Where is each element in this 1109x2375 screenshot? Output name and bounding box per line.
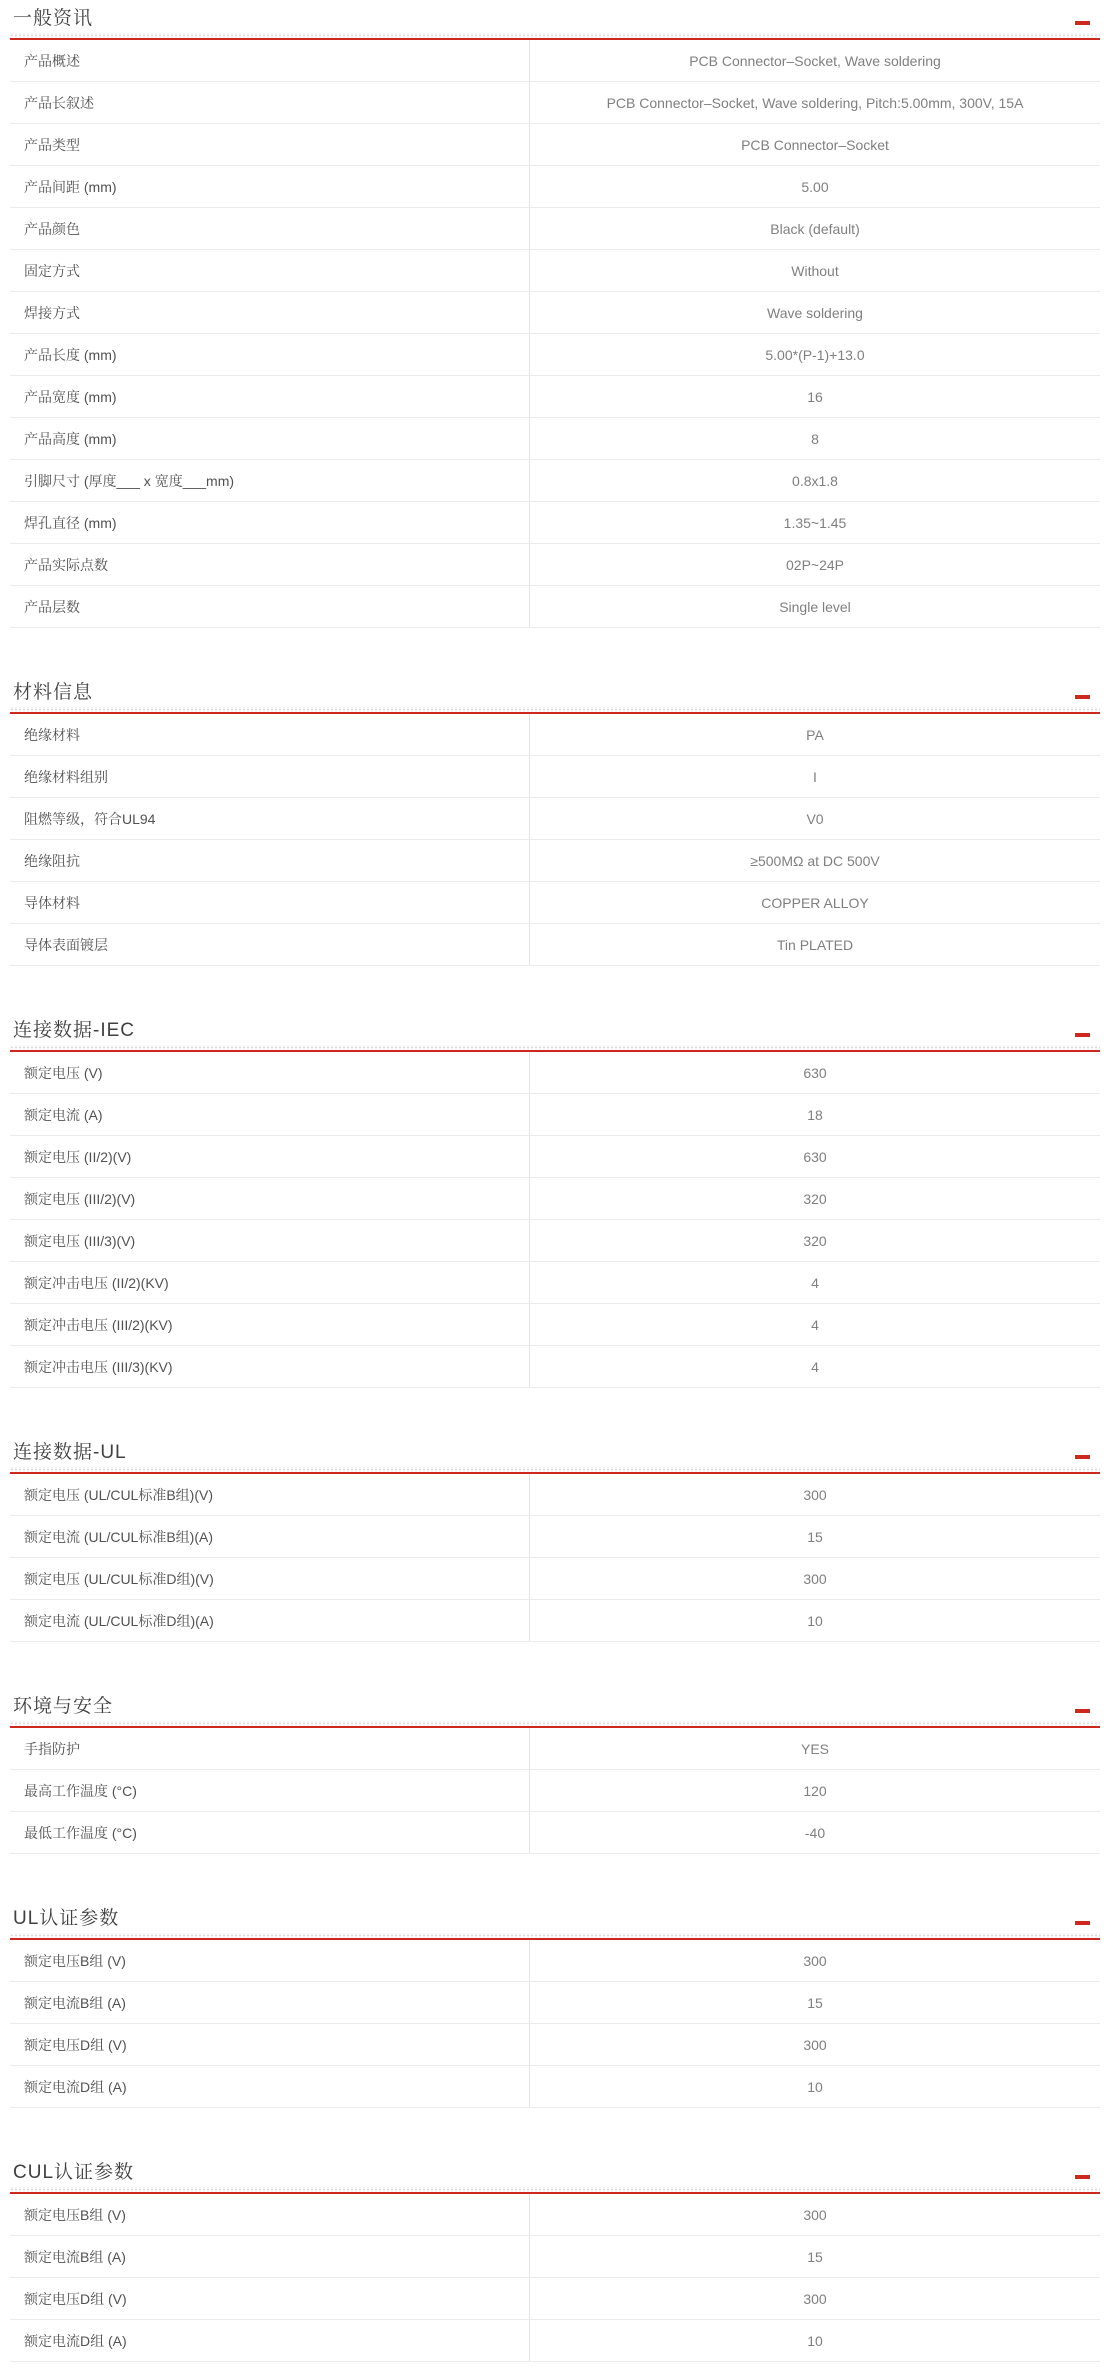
spec-label: 焊接方式 — [10, 292, 530, 333]
section-header — [10, 1906, 1100, 1932]
spec-row — [10, 882, 1100, 924]
spec-row — [10, 798, 1100, 840]
spec-value: PA — [806, 726, 824, 743]
spec-table — [10, 714, 1100, 966]
spec-label: 最高工作温度 (°C) — [10, 1770, 530, 1811]
spec-label: 手指防护 — [10, 1728, 530, 1769]
section-header — [10, 6, 1100, 32]
spec-label: 绝缘材料组别 — [10, 756, 530, 797]
spec-label: 额定电流 (UL/CUL标准D组)(A) — [10, 1600, 530, 1641]
spec-value: 120 — [803, 1782, 827, 1799]
spec-row — [10, 840, 1100, 882]
section-header — [10, 1018, 1100, 1044]
spec-value: 300 — [803, 1570, 827, 1587]
spec-value: 10 — [807, 2332, 823, 2349]
spec-label: 产品高度 (mm) — [10, 418, 530, 459]
spec-label: 额定电压D组 (V) — [10, 2278, 530, 2319]
section-title: 环境与安全 — [13, 1696, 114, 1717]
spec-label: 额定电压 (V) — [10, 1052, 530, 1093]
spec-row — [10, 1600, 1100, 1642]
spec-label: 最低工作温度 (°C) — [10, 1812, 530, 1853]
spec-value: Without — [791, 262, 839, 279]
spec-value: 300 — [803, 2036, 827, 2053]
spec-section — [10, 1694, 1100, 1854]
spec-row — [10, 82, 1100, 124]
spec-row — [10, 544, 1100, 586]
spec-row — [10, 1220, 1100, 1262]
section-header — [10, 1694, 1100, 1720]
spec-label: 产品层数 — [10, 586, 530, 627]
spec-row — [10, 1178, 1100, 1220]
spec-value: 630 — [803, 1064, 827, 1081]
spec-value: 300 — [803, 1486, 827, 1503]
spec-row — [10, 1728, 1100, 1770]
spec-value: 16 — [807, 388, 823, 405]
collapse-minus-icon[interactable] — [1075, 1921, 1090, 1925]
spec-value: 02P~24P — [786, 556, 844, 573]
spec-label: 产品间距 (mm) — [10, 166, 530, 207]
spec-label: 额定电流 (A) — [10, 1094, 530, 1135]
spec-value: 320 — [803, 1190, 827, 1207]
spec-row — [10, 1094, 1100, 1136]
spec-label: 绝缘材料 — [10, 714, 530, 755]
spec-label: 产品宽度 (mm) — [10, 376, 530, 417]
spec-label: 额定冲击电压 (III/2)(KV) — [10, 1304, 530, 1345]
spec-row — [10, 1558, 1100, 1600]
section-title: 一般资讯 — [13, 8, 94, 29]
section-title: 连接数据-UL — [13, 1442, 127, 1463]
spec-row — [10, 292, 1100, 334]
spec-table — [10, 1474, 1100, 1642]
spec-value: 15 — [807, 2248, 823, 2265]
spec-table — [10, 1052, 1100, 1388]
spec-label: 阻燃等级，符合UL94 — [10, 798, 530, 839]
spec-label: 额定电压B组 (V) — [10, 2194, 530, 2235]
spec-value: Single level — [779, 598, 851, 615]
spec-label: 导体表面镀层 — [10, 924, 530, 965]
spec-row — [10, 756, 1100, 798]
section-header — [10, 2160, 1100, 2186]
spec-row — [10, 502, 1100, 544]
spec-row — [10, 418, 1100, 460]
spec-value: 0.8x1.8 — [792, 472, 838, 489]
spec-row — [10, 1136, 1100, 1178]
spec-row — [10, 2236, 1100, 2278]
spec-section — [10, 6, 1100, 628]
spec-row — [10, 40, 1100, 82]
spec-label: 产品类型 — [10, 124, 530, 165]
spec-label: 产品实际点数 — [10, 544, 530, 585]
spec-table — [10, 1940, 1100, 2108]
spec-row — [10, 2278, 1100, 2320]
spec-label: 额定电压B组 (V) — [10, 1940, 530, 1981]
spec-label: 额定电流D组 (A) — [10, 2320, 530, 2361]
spec-value: 4 — [811, 1316, 819, 1333]
spec-row — [10, 250, 1100, 292]
spec-value: 630 — [803, 1148, 827, 1165]
spec-label: 额定冲击电压 (II/2)(KV) — [10, 1262, 530, 1303]
spec-section — [10, 1440, 1100, 1642]
spec-row — [10, 714, 1100, 756]
spec-value: 18 — [807, 1106, 823, 1123]
spec-value: 8 — [811, 430, 819, 447]
spec-label: 产品概述 — [10, 40, 530, 81]
spec-label: 额定电压 (UL/CUL标准B组)(V) — [10, 1474, 530, 1515]
collapse-minus-icon[interactable] — [1075, 1033, 1090, 1037]
spec-value: Tin PLATED — [776, 936, 854, 953]
spec-section — [10, 2160, 1100, 2362]
spec-row — [10, 460, 1100, 502]
spec-label: 额定电压 (II/2)(V) — [10, 1136, 530, 1177]
spec-label: 引脚尺寸 (厚度___ x 宽度___mm) — [10, 460, 530, 501]
spec-label: 额定电压D组 (V) — [10, 2024, 530, 2065]
collapse-minus-icon[interactable] — [1075, 695, 1090, 699]
spec-table — [10, 1728, 1100, 1854]
spec-label: 固定方式 — [10, 250, 530, 291]
spec-section — [10, 1906, 1100, 2108]
section-title: 连接数据-IEC — [13, 1020, 136, 1041]
section-title: UL认证参数 — [13, 1908, 120, 1929]
spec-label: 产品长叙述 — [10, 82, 530, 123]
spec-value: 15 — [807, 1528, 823, 1545]
spec-row — [10, 376, 1100, 418]
spec-label: 焊孔直径 (mm) — [10, 502, 530, 543]
spec-value: 300 — [803, 2290, 827, 2307]
spec-value: 10 — [807, 1612, 823, 1629]
spec-row — [10, 208, 1100, 250]
spec-row — [10, 2194, 1100, 2236]
spec-label: 额定电压 (III/3)(V) — [10, 1220, 530, 1261]
spec-value: Black (default) — [770, 220, 860, 237]
spec-label: 绝缘阻抗 — [10, 840, 530, 881]
spec-row — [10, 1940, 1100, 1982]
spec-value: 300 — [803, 2206, 827, 2223]
spec-table — [10, 40, 1100, 628]
spec-value: 15 — [807, 1994, 823, 2011]
spec-value: PCB Connector–Socket — [741, 136, 889, 153]
spec-row — [10, 1346, 1100, 1388]
spec-row — [10, 1770, 1100, 1812]
spec-value: 4 — [811, 1274, 819, 1291]
spec-section — [10, 680, 1100, 966]
section-title: 材料信息 — [13, 682, 94, 703]
spec-row — [10, 1052, 1100, 1094]
spec-label: 额定电流 (UL/CUL标准B组)(A) — [10, 1516, 530, 1557]
spec-value: ≥500MΩ at DC 500V — [750, 852, 880, 869]
collapse-minus-icon[interactable] — [1075, 2175, 1090, 2179]
spec-value: PCB Connector–Socket, Wave soldering, Pitch:5.00mm, 300V, 15A — [606, 94, 1024, 111]
collapse-minus-icon[interactable] — [1075, 1455, 1090, 1459]
spec-row — [10, 166, 1100, 208]
section-title: CUL认证参数 — [13, 2162, 135, 2183]
spec-value: 5.00*(P-1)+13.0 — [765, 346, 865, 363]
spec-value: Wave soldering — [767, 304, 863, 321]
spec-label: 额定电流B组 (A) — [10, 1982, 530, 2023]
spec-value: 5.00 — [801, 178, 829, 195]
spec-label: 额定冲击电压 (III/3)(KV) — [10, 1346, 530, 1387]
spec-value: 1.35~1.45 — [783, 514, 847, 531]
spec-value: COPPER ALLOY — [761, 894, 869, 911]
spec-value: 320 — [803, 1232, 827, 1249]
spec-row — [10, 2024, 1100, 2066]
spec-value: 10 — [807, 2078, 823, 2095]
spec-value: V0 — [806, 810, 824, 827]
spec-row — [10, 2320, 1100, 2362]
spec-label: 额定电压 (UL/CUL标准D组)(V) — [10, 1558, 530, 1599]
spec-row — [10, 334, 1100, 376]
spec-row — [10, 924, 1100, 966]
spec-value: 4 — [811, 1358, 819, 1375]
spec-value: 300 — [803, 1952, 827, 1969]
section-header — [10, 680, 1100, 706]
spec-label: 产品长度 (mm) — [10, 334, 530, 375]
spec-row — [10, 586, 1100, 628]
spec-row — [10, 1516, 1100, 1558]
spec-label: 额定电压 (III/2)(V) — [10, 1178, 530, 1219]
collapse-minus-icon[interactable] — [1075, 21, 1090, 25]
spec-label: 额定电流B组 (A) — [10, 2236, 530, 2277]
spec-row — [10, 1474, 1100, 1516]
spec-row — [10, 1812, 1100, 1854]
spec-section — [10, 1018, 1100, 1388]
spec-value: PCB Connector–Socket, Wave soldering — [689, 52, 941, 69]
spec-row — [10, 2066, 1100, 2108]
spec-label: 额定电流D组 (A) — [10, 2066, 530, 2107]
spec-row — [10, 1262, 1100, 1304]
spec-row — [10, 1982, 1100, 2024]
spec-value: I — [813, 768, 817, 785]
spec-value: -40 — [804, 1824, 826, 1841]
spec-row — [10, 1304, 1100, 1346]
spec-label: 导体材料 — [10, 882, 530, 923]
section-header — [10, 1440, 1100, 1466]
spec-value: YES — [800, 1740, 829, 1757]
spec-table — [10, 2194, 1100, 2362]
spec-label: 产品颜色 — [10, 208, 530, 249]
spec-row — [10, 124, 1100, 166]
collapse-minus-icon[interactable] — [1075, 1709, 1090, 1713]
